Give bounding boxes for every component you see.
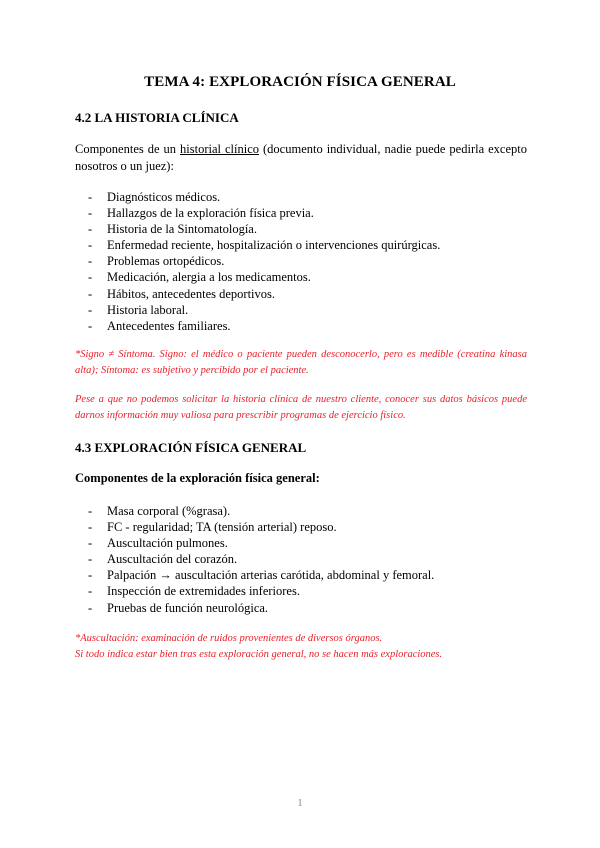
intro-paragraph: [75, 141, 527, 175]
list-dash: -: [88, 238, 93, 253]
page-number: 1: [297, 797, 303, 809]
list-item: [88, 286, 440, 302]
list-item: [88, 318, 440, 334]
list-item-text: Masa corporal (%grasa).: [107, 504, 231, 518]
list-dash: -: [88, 222, 93, 237]
list-item-text: Antecedentes familiares.: [107, 318, 231, 333]
list-item: [88, 583, 434, 599]
list-item-text: Inspección de extremidades inferiores.: [107, 584, 300, 599]
section-heading-exploracion: 4.3 EXPLORACIÓN FÍSICA GENERAL: [75, 440, 307, 455]
list-item: [88, 269, 440, 285]
historia-clinica-note: Pese a que no podemos solicitar la historia clínica de nuestro cliente, conocer sus datos básicos puede darnos información muy valiosa para prescribir programas de ejercicio físico.: [75, 394, 527, 421]
list-item: [88, 503, 434, 519]
list-item: [88, 221, 440, 237]
list-item-text: Enfermedad reciente, hospitalización o intervenciones quirúrgicas.: [107, 238, 441, 253]
signo-sintoma-note: *Signo ≠ Síntoma. Signo: el médico o paciente pueden desconocerlo, pero es medible (creatina kinasa alta); Síntoma: es subjetivo y percibido por el paciente.: [75, 349, 527, 376]
list-item-text: Hábitos, antecedentes deportivos.: [107, 286, 276, 301]
list-dash: -: [88, 270, 93, 285]
list-item: [88, 189, 440, 205]
section-heading-historia-clinica: 4.2 LA HISTORIA CLÍNICA: [75, 110, 239, 125]
list-dash: -: [88, 254, 93, 269]
list-item-text: Medicación, alergia a los medicamentos.: [107, 270, 311, 285]
list-item-text: Auscultación pulmones.: [107, 536, 228, 551]
auscultacion-note-line1: *Auscultación: examinación de ruidos provenientes de diversos órganos.: [75, 633, 383, 644]
exploracion-subheading: Componentes de la exploración física general:: [75, 471, 320, 485]
exploracion-list: [88, 503, 434, 616]
list-item: [88, 600, 434, 616]
list-item-text: Pruebas de función neurológica.: [107, 600, 269, 615]
list-dash: -: [88, 600, 93, 615]
list-dash: -: [88, 286, 93, 301]
list-item: [88, 253, 440, 269]
list-dash: -: [88, 206, 93, 221]
list-item: [88, 302, 440, 318]
list-item: [88, 519, 434, 535]
historia-clinica-list: [88, 189, 440, 334]
intro-text-before: Componentes de un: [75, 142, 181, 156]
auscultacion-note-line2: Si todo indica estar bien tras esta exploración general, no se hacen más exploraciones.: [75, 648, 443, 660]
list-item: [88, 551, 434, 567]
list-item: [88, 237, 440, 253]
list-item-text: Palpación → auscultación arterias carótida, abdominal y femoral.: [107, 568, 435, 583]
list-dash: -: [88, 190, 93, 204]
list-dash: -: [88, 552, 93, 567]
list-item-text: Diagnósticos médicos.: [107, 190, 221, 204]
list-item-text: Historia de la Sintomatología.: [107, 222, 257, 237]
list-item-text: Historia laboral.: [107, 302, 189, 317]
list-dash: -: [88, 584, 93, 599]
list-dash: -: [88, 318, 93, 333]
list-item: [88, 567, 434, 583]
auscultacion-note: [75, 631, 527, 662]
list-dash: -: [88, 536, 93, 551]
list-item-text: FC - regularidad; TA (tensión arterial) reposo.: [107, 520, 337, 535]
list-item-text: Hallazgos de la exploración física previa.: [107, 206, 314, 221]
list-item: [88, 535, 434, 551]
list-dash: -: [88, 520, 93, 535]
list-item: [88, 205, 440, 221]
list-item-text: Auscultación del corazón.: [107, 552, 238, 567]
historial-clinico-term: historial clínico: [180, 142, 260, 156]
list-dash: -: [88, 302, 93, 317]
list-dash: -: [88, 504, 93, 518]
intro-text-after: (documento individual, nadie puede pedirla excepto nosotros o un juez):: [75, 142, 527, 173]
list-dash: -: [88, 568, 93, 583]
list-item-text: Problemas ortopédicos.: [107, 254, 225, 269]
page-title: TEMA 4: EXPLORACIÓN FÍSICA GENERAL: [144, 74, 456, 90]
